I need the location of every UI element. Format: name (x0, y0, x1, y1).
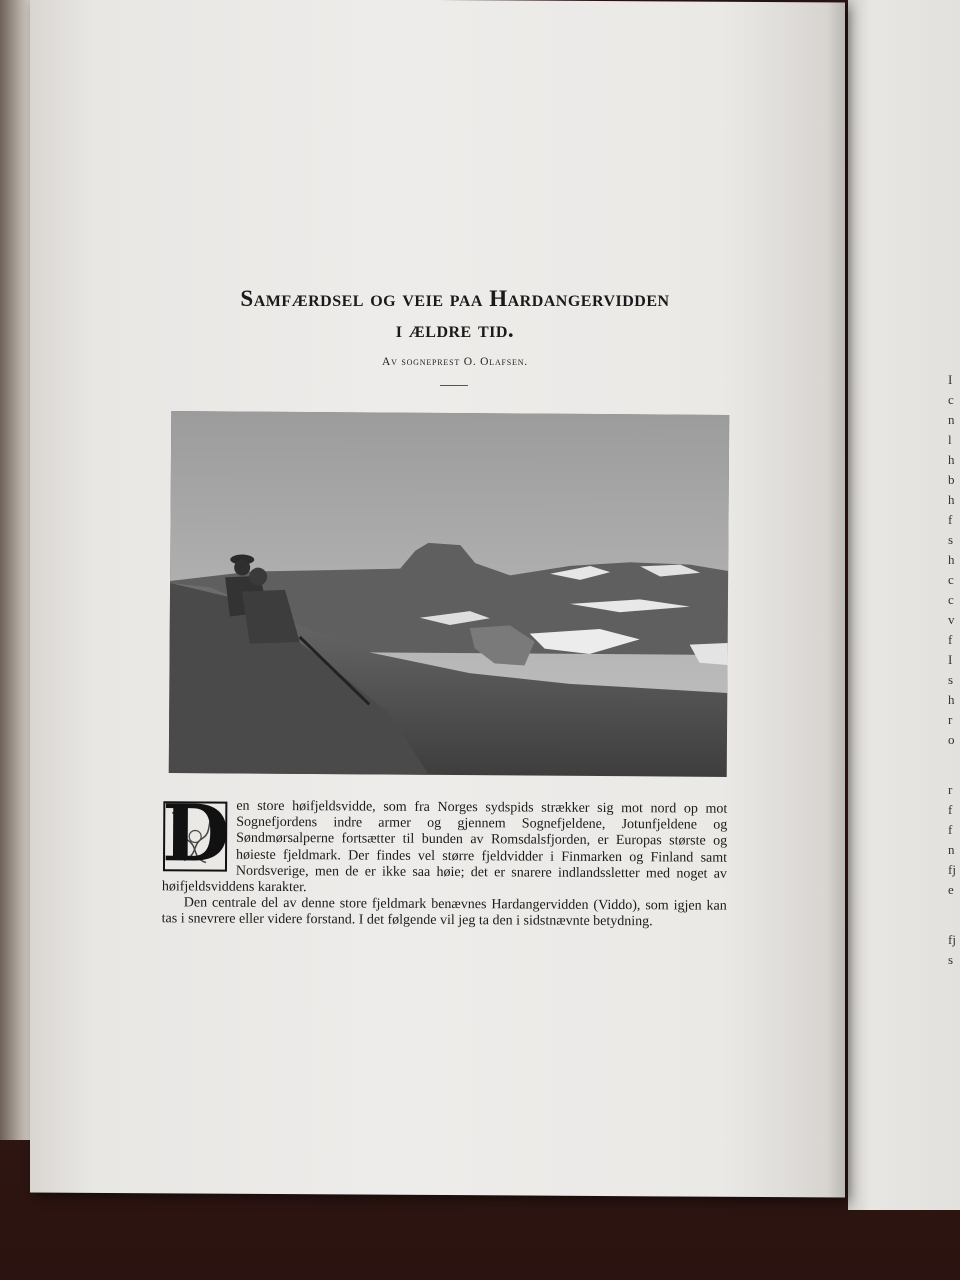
facing-page-fragment: h (948, 692, 955, 707)
photo-illustration (169, 411, 730, 777)
facing-page-fragment: r (948, 782, 953, 797)
facing-page-fragment: c (948, 592, 954, 607)
paragraph-1: en store høifjeldsvidde, som fra Norges sydspids strækker sig mot nord op mot Sognefjordens indre armer og gjennem Sognefjeldene, Jotunfjeldene og Søndmørsalperne fortsætter til bunden av Romsdalsfjorden, er Europas største og høieste fjeldmark. Der findes vel større fjeldvidder i Finmarken og Finland samt Nordsverige, men de er ikke saa høie; det er snarere indlandssletter med noget av høifjeldsviddens karakter. (161, 798, 728, 896)
facing-page-fragment: h (948, 452, 955, 467)
facing-page-fragment: r (948, 712, 953, 727)
facing-page-fragment: f (948, 512, 953, 527)
facing-page-fragment: n (948, 842, 955, 857)
facing-page-fragment: h (948, 552, 955, 567)
facing-page (848, 0, 960, 1210)
facing-page-fragment: h (948, 492, 955, 507)
article-title-line2: i ældre tid. (395, 317, 515, 342)
facing-page-fragment: b (948, 472, 955, 487)
article-title-line1: Samfærdsel og veie paa Hardangervidden (240, 286, 670, 311)
paragraph-2: Den centrale del av denne store fjeldmark benævnes Hardangervidden (Viddo), som igjen kan tas i snevrere eller videre forstand. I det følgende vil jeg ta den i sidstnævnte betydning. (161, 895, 727, 930)
facing-page-fragment: l (948, 432, 952, 447)
drop-cap-letter: D (161, 788, 231, 880)
facing-page-fragment: o (948, 732, 955, 747)
article-title (160, 283, 750, 345)
article-byline: Av sogneprest O. Olafsen. (382, 356, 528, 368)
facing-page-fragment: e (948, 882, 954, 897)
facing-page-fragment: s (948, 952, 954, 967)
title-divider (440, 385, 468, 386)
facing-page-fragment: v (948, 612, 955, 627)
decorative-drop-cap (161, 788, 231, 880)
facing-page-fragment: f (948, 632, 953, 647)
facing-page-fragment: fj (948, 862, 956, 877)
facing-page-fragment: I (948, 652, 953, 667)
page-gutter-shadow (827, 2, 845, 1197)
facing-page-fragment: I (948, 372, 953, 387)
mountain-landscape-photo (169, 411, 730, 777)
facing-page-text-fragments (948, 370, 960, 970)
facing-page-fragment: s (948, 532, 954, 547)
facing-page-fragment: f (948, 822, 953, 837)
facing-page-fragment: c (948, 572, 954, 587)
facing-page-fragment: f (948, 802, 953, 817)
facing-page-fragment: s (948, 672, 954, 687)
facing-page-fragment: fj (948, 932, 956, 947)
article-body (161, 788, 728, 931)
facing-page-fragment: n (948, 412, 955, 427)
facing-page-fragment: c (948, 392, 954, 407)
